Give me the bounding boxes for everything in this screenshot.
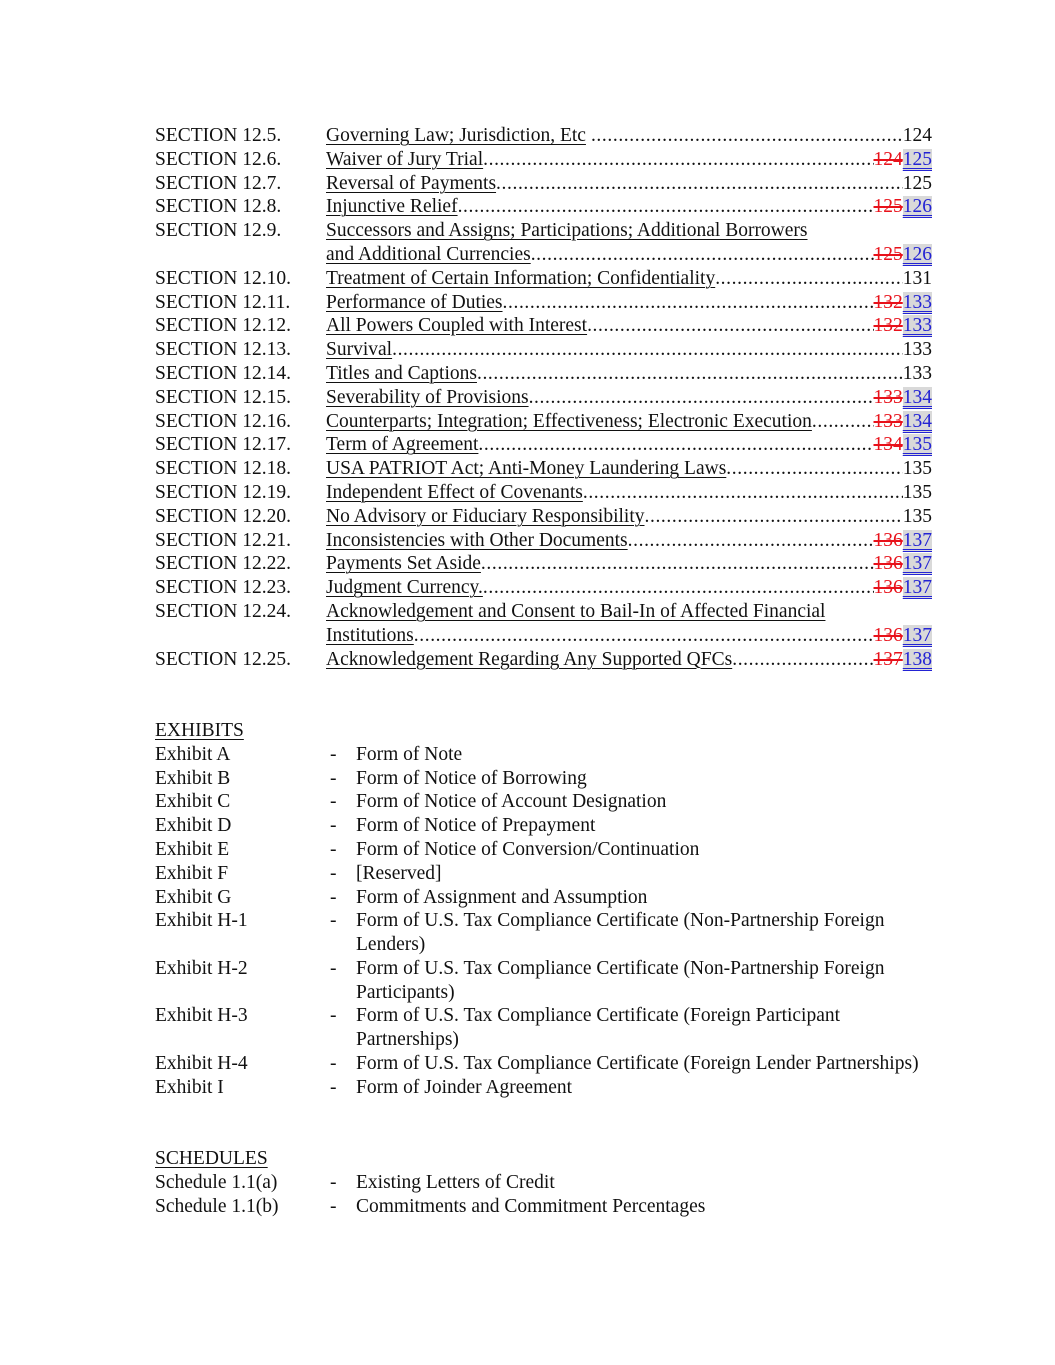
item-label: Exhibit C <box>155 791 231 813</box>
toc-page-number <box>903 172 932 196</box>
item-description: [Reserved] <box>356 862 442 884</box>
schedules-heading: SCHEDULES <box>155 1148 268 1170</box>
item-description: Form of U.S. Tax Compliance Certificate (Non-Partnership Foreign Participants) <box>356 957 885 1003</box>
toc-page-number <box>874 291 933 315</box>
dot-leader <box>715 267 903 291</box>
toc-title-link[interactable]: Acknowledgement Regarding Any Supported QFCs <box>326 648 733 670</box>
page-number-value: 135 <box>902 481 932 503</box>
dash-separator: - <box>330 838 337 860</box>
dot-leader <box>732 648 873 672</box>
item-label: Exhibit E <box>155 838 230 860</box>
toc-page-number <box>874 148 933 172</box>
dot-leader <box>628 529 874 553</box>
toc-section-number: SECTION 12.24. <box>155 600 291 622</box>
dot-leader <box>587 314 873 338</box>
toc-page-number <box>874 529 933 553</box>
toc-section-number: SECTION 12.6. <box>155 148 282 170</box>
toc-entry[interactable] <box>155 338 932 362</box>
toc-entry-line <box>326 195 932 219</box>
dash-separator: - <box>330 767 337 789</box>
toc-title-link[interactable]: Severability of Provisions <box>326 386 529 408</box>
toc-page-number <box>903 267 932 291</box>
toc-section-number: SECTION 12.12. <box>155 315 291 337</box>
item-label: Exhibit B <box>155 767 231 789</box>
inserted-page-number[interactable]: 135 <box>902 434 932 456</box>
page-number-value: 125 <box>902 172 932 194</box>
dash-separator: - <box>330 743 337 765</box>
page-number-value: 133 <box>902 362 932 384</box>
exhibit-item <box>155 838 932 862</box>
exhibits-heading: EXHIBITS <box>155 719 244 741</box>
item-label: Exhibit G <box>155 886 232 908</box>
dot-leader <box>483 148 873 172</box>
toc-entry-line <box>326 457 932 481</box>
exhibits-list <box>155 743 932 1100</box>
dot-leader <box>414 624 874 648</box>
toc-entry-body <box>326 505 932 529</box>
toc-entry[interactable] <box>155 195 932 219</box>
toc-page-number <box>874 576 933 600</box>
dot-leader <box>481 552 874 576</box>
deleted-page-number: 136 <box>873 577 903 599</box>
toc-page-number <box>903 481 932 505</box>
toc-section-number: SECTION 12.5. <box>155 125 282 146</box>
dot-leader <box>496 172 903 196</box>
exhibit-item <box>155 814 932 838</box>
exhibit-item <box>155 909 932 957</box>
toc-entry-line <box>326 433 932 457</box>
toc-entry-line <box>326 481 932 505</box>
toc-page-number <box>903 338 932 362</box>
item-label: Exhibit H-2 <box>155 957 248 979</box>
toc-entry[interactable] <box>155 600 932 648</box>
inserted-page-number[interactable]: 137 <box>902 553 932 575</box>
toc-entry-line <box>326 362 932 386</box>
dot-leader <box>483 576 874 600</box>
toc-entry-body <box>326 172 932 196</box>
toc-entry-body <box>326 576 932 600</box>
item-description: Form of Assignment and Assumption <box>356 886 648 908</box>
toc-entry-body <box>326 291 932 315</box>
dot-leader <box>583 481 903 505</box>
toc-entry-line <box>326 505 932 529</box>
toc-entry[interactable] <box>155 410 932 434</box>
toc-page-number <box>874 243 933 267</box>
toc-entry[interactable] <box>155 648 932 672</box>
dash-separator: - <box>330 1005 337 1027</box>
toc-entry-body <box>326 267 932 291</box>
toc-entry[interactable] <box>155 314 932 338</box>
inserted-page-number[interactable]: 138 <box>902 648 932 670</box>
deleted-page-number: 134 <box>873 434 903 456</box>
exhibit-item <box>155 862 932 886</box>
schedule-item <box>155 1171 932 1195</box>
item-description: Form of Note <box>356 743 463 765</box>
dash-separator: - <box>330 910 337 932</box>
toc-entry-line <box>326 172 932 196</box>
dash-separator: - <box>330 1053 337 1075</box>
section-spacer <box>155 1100 932 1148</box>
toc-entry-body <box>326 410 932 434</box>
toc-page-number <box>874 386 933 410</box>
exhibit-item <box>155 767 932 791</box>
toc-entry[interactable] <box>155 362 932 386</box>
toc-entry[interactable] <box>155 124 932 148</box>
toc-page-number <box>874 433 933 457</box>
toc-title-link[interactable]: Performance of Duties <box>326 291 503 313</box>
dot-leader <box>531 243 874 267</box>
toc-entry-line <box>326 148 932 172</box>
toc-section-number: SECTION 12.7. <box>155 172 282 194</box>
inserted-page-number[interactable]: 125 <box>902 148 932 170</box>
item-label: Exhibit F <box>155 862 229 884</box>
toc-entry-line <box>326 624 932 648</box>
deleted-page-number: 136 <box>873 529 903 551</box>
toc-title-link[interactable]: Successors and Assigns; Participations; Additional Borrowers <box>326 220 808 242</box>
section-spacer <box>155 671 932 719</box>
toc-title-link[interactable]: Term of Agreement <box>326 434 479 456</box>
page-number-value: 131 <box>902 267 932 289</box>
toc-section-number: SECTION 12.9. <box>155 220 282 242</box>
item-label: Exhibit H-1 <box>155 910 248 932</box>
document-page <box>155 124 932 1219</box>
toc-entry-line <box>326 552 932 576</box>
toc-entry-line <box>326 338 932 362</box>
deleted-page-number: 125 <box>873 243 903 265</box>
toc-page-number <box>874 195 933 219</box>
item-label: Exhibit D <box>155 815 232 837</box>
toc-entry-line <box>326 410 932 434</box>
toc-entry-body <box>326 338 932 362</box>
item-description: Form of U.S. Tax Compliance Certificate (Foreign Participant Partnerships) <box>356 1005 841 1051</box>
toc-title-link[interactable]: Counterparts; Integration; Effectiveness; Electronic Execution <box>326 410 812 432</box>
schedules-list <box>155 1171 932 1219</box>
toc-title-link[interactable]: Reversal of Payments <box>326 172 497 194</box>
toc-title-link[interactable]: Treatment of Certain Information; Confidentiality <box>326 267 716 289</box>
page-number-value: 133 <box>902 339 932 361</box>
toc-entry-line <box>326 600 932 624</box>
toc-section-number: SECTION 12.10. <box>155 267 291 289</box>
inserted-page-number[interactable]: 126 <box>902 196 932 218</box>
toc-section-number: SECTION 12.18. <box>155 458 291 480</box>
toc-entry-body <box>326 552 932 576</box>
toc-page-number <box>874 624 933 648</box>
toc-entry-line <box>326 314 932 338</box>
toc-page-number <box>874 314 933 338</box>
toc-section-number: SECTION 12.23. <box>155 577 291 599</box>
toc-entry-body <box>326 529 932 553</box>
toc-entry[interactable] <box>155 172 932 196</box>
exhibit-item <box>155 790 932 814</box>
dash-separator: - <box>330 1172 337 1194</box>
item-label: Exhibit H-3 <box>155 1005 248 1027</box>
toc-entry[interactable] <box>155 433 932 457</box>
toc-entry-line <box>326 267 932 291</box>
toc-title-link[interactable]: Independent Effect of Covenants <box>326 481 583 503</box>
toc-title-link[interactable]: Injunctive Relief <box>326 196 458 218</box>
dot-leader <box>586 124 903 148</box>
toc-title-link[interactable]: Survival <box>326 339 393 361</box>
item-description: Form of Joinder Agreement <box>356 1076 573 1098</box>
exhibit-item <box>155 886 932 910</box>
toc-entry-body <box>326 195 932 219</box>
toc-entry[interactable] <box>155 148 932 172</box>
toc-entry[interactable] <box>155 576 932 600</box>
item-description: Form of Notice of Prepayment <box>356 815 596 837</box>
exhibit-item <box>155 1004 932 1052</box>
inserted-page-number[interactable]: 137 <box>902 529 932 551</box>
toc-entry-body <box>326 314 932 338</box>
item-description: Existing Letters of Credit <box>356 1172 555 1194</box>
toc-entry[interactable] <box>155 505 932 529</box>
dash-separator: - <box>330 957 337 979</box>
toc-title-link[interactable]: No Advisory or Fiduciary Responsibility <box>326 505 645 527</box>
deleted-page-number: 125 <box>873 196 903 218</box>
toc-entry-line <box>326 291 932 315</box>
toc-section-number: SECTION 12.11. <box>155 291 291 313</box>
dot-leader <box>645 505 903 529</box>
inserted-page-number[interactable]: 133 <box>902 291 932 313</box>
toc-entry-body <box>326 124 932 148</box>
toc-section-number: SECTION 12.17. <box>155 434 291 456</box>
item-description: Form of Notice of Conversion/Continuation <box>356 838 700 860</box>
toc-entry[interactable] <box>155 386 932 410</box>
deleted-page-number: 132 <box>873 291 903 313</box>
item-label: Exhibit I <box>155 1076 224 1098</box>
toc-section-number: SECTION 12.22. <box>155 553 291 575</box>
dot-leader <box>529 386 874 410</box>
toc-entry-body <box>326 433 932 457</box>
inserted-page-number[interactable]: 134 <box>902 410 932 432</box>
toc-title-link[interactable]: Waiver of Jury Trial <box>326 148 484 170</box>
inserted-page-number[interactable]: 126 <box>902 243 932 265</box>
item-description: Commitments and Commitment Percentages <box>356 1195 706 1217</box>
dash-separator: - <box>330 862 337 884</box>
item-description: Form of Notice of Account Designation <box>356 791 667 813</box>
inserted-page-number[interactable]: 137 <box>902 624 932 646</box>
table-of-contents <box>155 124 932 671</box>
toc-section-number: SECTION 12.21. <box>155 529 291 551</box>
toc-title-link[interactable]: Titles and Captions <box>326 362 477 384</box>
toc-page-number <box>874 552 933 576</box>
toc-entry[interactable] <box>155 457 932 481</box>
item-label: Schedule 1.1(b) <box>155 1195 279 1217</box>
toc-title-link[interactable]: Institutions <box>326 624 414 646</box>
toc-entry-line <box>326 386 932 410</box>
deleted-page-number: 132 <box>873 315 903 337</box>
toc-entry-body <box>326 219 932 267</box>
toc-title-link[interactable]: and Additional Currencies <box>326 243 531 265</box>
dot-leader <box>503 291 874 315</box>
toc-entry[interactable] <box>155 219 932 267</box>
toc-section-number: SECTION 12.15. <box>155 386 291 408</box>
toc-entry-body <box>326 386 932 410</box>
toc-page-number <box>903 124 932 148</box>
item-description: Form of U.S. Tax Compliance Certificate (Non-Partnership Foreign Lenders) <box>356 910 885 956</box>
inserted-page-number[interactable]: 134 <box>902 386 932 408</box>
deleted-page-number: 133 <box>873 386 903 408</box>
inserted-page-number[interactable]: 133 <box>902 315 932 337</box>
dot-leader <box>812 410 874 434</box>
toc-entry-line <box>326 124 932 148</box>
toc-section-number: SECTION 12.8. <box>155 196 282 218</box>
toc-entry-body <box>326 148 932 172</box>
toc-page-number <box>903 362 932 386</box>
dot-leader <box>478 433 873 457</box>
toc-title-link[interactable]: All Powers Coupled with Interest <box>326 315 588 337</box>
dash-separator: - <box>330 1076 337 1098</box>
toc-entry[interactable] <box>155 552 932 576</box>
dash-separator: - <box>330 791 337 813</box>
toc-entry-body <box>326 362 932 386</box>
toc-entry-line <box>326 243 932 267</box>
toc-title-link[interactable]: Payments Set Aside <box>326 553 481 575</box>
deleted-page-number: 124 <box>873 148 903 170</box>
toc-title-link[interactable]: Acknowledgement and Consent to Bail-In of Affected Financial <box>326 600 826 622</box>
exhibit-item <box>155 743 932 767</box>
toc-page-number <box>903 505 932 529</box>
toc-title-link[interactable]: Judgment Currency. <box>326 577 483 599</box>
deleted-page-number: 136 <box>873 553 903 575</box>
deleted-page-number: 133 <box>873 410 903 432</box>
item-label: Exhibit A <box>155 743 231 765</box>
schedule-item <box>155 1195 932 1219</box>
toc-section-number: SECTION 12.19. <box>155 481 291 503</box>
item-description: Form of Notice of Borrowing <box>356 767 587 789</box>
page-number-value: 135 <box>902 458 932 480</box>
toc-entry-line <box>326 219 932 243</box>
page-number-value: 124 <box>902 125 932 146</box>
deleted-page-number: 137 <box>873 648 903 670</box>
dot-leader <box>392 338 903 362</box>
toc-section-number: SECTION 12.25. <box>155 648 291 670</box>
inserted-page-number[interactable]: 137 <box>902 577 932 599</box>
toc-page-number <box>874 410 933 434</box>
item-label: Exhibit H-4 <box>155 1053 248 1075</box>
toc-section-number: SECTION 12.16. <box>155 410 291 432</box>
dash-separator: - <box>330 1195 337 1217</box>
toc-title-link[interactable]: Inconsistencies with Other Documents <box>326 529 628 551</box>
toc-entry-body <box>326 457 932 481</box>
toc-entry-body <box>326 600 932 648</box>
item-description: Form of U.S. Tax Compliance Certificate (Foreign Lender Partnerships) <box>356 1053 919 1075</box>
deleted-page-number: 136 <box>873 624 903 646</box>
toc-page-number <box>874 648 933 672</box>
toc-entry-body <box>326 648 932 672</box>
toc-entry-body <box>326 481 932 505</box>
dot-leader <box>477 362 903 386</box>
dot-leader <box>726 457 902 481</box>
toc-entry[interactable] <box>155 481 932 505</box>
toc-section-number: SECTION 12.13. <box>155 339 291 361</box>
exhibit-item <box>155 1052 932 1076</box>
toc-title-link[interactable]: Governing Law; Jurisdiction, Etc <box>326 125 586 146</box>
toc-entry-line <box>326 576 932 600</box>
item-label: Schedule 1.1(a) <box>155 1172 278 1194</box>
toc-entry[interactable] <box>155 267 932 291</box>
toc-section-number: SECTION 12.14. <box>155 362 291 384</box>
exhibit-item <box>155 957 932 1005</box>
toc-page-number <box>903 457 932 481</box>
toc-entry-line <box>326 529 932 553</box>
toc-entry[interactable] <box>155 529 932 553</box>
exhibit-item <box>155 1076 932 1100</box>
toc-title-link[interactable]: USA PATRIOT Act; Anti-Money Laundering Laws <box>326 458 727 480</box>
toc-entry[interactable] <box>155 291 932 315</box>
dash-separator: - <box>330 815 337 837</box>
toc-section-number: SECTION 12.20. <box>155 505 291 527</box>
toc-entry-line <box>326 648 932 672</box>
page-number-value: 135 <box>902 505 932 527</box>
dot-leader <box>458 195 874 219</box>
dash-separator: - <box>330 886 337 908</box>
